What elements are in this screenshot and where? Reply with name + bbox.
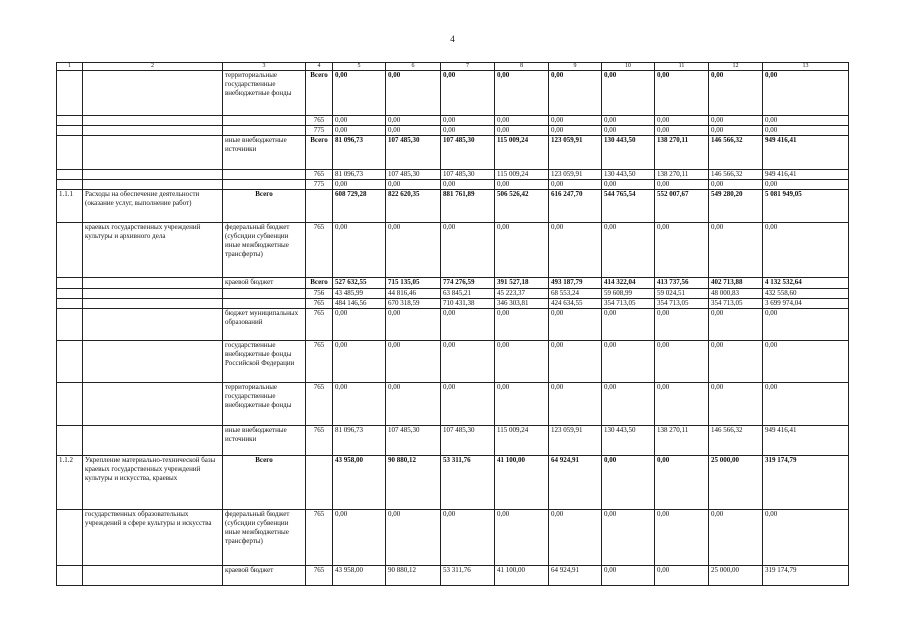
- table-cell: 0,00: [763, 341, 849, 383]
- table-cell: краевой бюджет: [223, 278, 306, 289]
- table-cell: 775: [306, 126, 333, 136]
- table-cell: 1.1.2: [57, 456, 83, 510]
- table-cell: 0,00: [549, 71, 602, 116]
- table-cell: 81 096,73: [333, 426, 386, 456]
- table-cell: [57, 566, 83, 586]
- table-cell: 710 431,38: [441, 299, 495, 309]
- table-cell: государственных образовательных учреждений в сфере культуры и искусства: [83, 510, 223, 566]
- table-cell: 484 146,56: [333, 299, 386, 309]
- table-cell: 0,00: [763, 383, 849, 426]
- table-cell: 0,00: [709, 383, 763, 426]
- table-cell: Всего: [306, 278, 333, 289]
- table-cell: 25 000,00: [709, 456, 763, 510]
- table-cell: 0,00: [602, 341, 655, 383]
- table-cell: 0,00: [549, 180, 602, 190]
- table-cell: [83, 566, 223, 586]
- column-number-row: [57, 63, 849, 71]
- table-cell: 25 000,00: [709, 566, 763, 586]
- column-number: 6: [386, 63, 441, 71]
- table-cell: 53 311,76: [441, 456, 495, 510]
- table-cell: 0,00: [549, 223, 602, 278]
- table-cell: 0,00: [441, 341, 495, 383]
- table-cell: 0,00: [763, 116, 849, 126]
- table-cell: 0,00: [495, 126, 549, 136]
- table-cell: 0,00: [386, 510, 441, 566]
- table-cell: 0,00: [441, 383, 495, 426]
- table-cell: 115 009,24: [495, 170, 549, 180]
- table-cell: Всего: [306, 71, 333, 116]
- table-cell: 107 485,30: [386, 426, 441, 456]
- table-cell: 138 270,11: [655, 426, 709, 456]
- table-cell: 0,00: [549, 309, 602, 341]
- table-cell: 81 096,73: [333, 170, 386, 180]
- column-number: 5: [333, 63, 386, 71]
- table-cell: 0,00: [602, 309, 655, 341]
- table-cell: 0,00: [386, 126, 441, 136]
- column-number: 8: [495, 63, 549, 71]
- table-cell: 123 059,91: [549, 426, 602, 456]
- table-cell: 949 416,41: [763, 136, 849, 170]
- table-row: [57, 289, 849, 299]
- table-cell: федеральный бюджет (субсидии субвенции иные межбюджетные трансферты): [223, 510, 306, 566]
- table-cell: [306, 456, 333, 510]
- table-cell: 0,00: [763, 71, 849, 116]
- table-cell: 130 443,50: [602, 170, 655, 180]
- table-cell: [223, 170, 306, 180]
- table-cell: 43 958,00: [333, 456, 386, 510]
- table-cell: [83, 116, 223, 126]
- table-cell: 0,00: [386, 341, 441, 383]
- table-cell: 0,00: [602, 71, 655, 116]
- table-cell: 0,00: [495, 309, 549, 341]
- table-row: [57, 426, 849, 456]
- table-cell: 432 558,60: [763, 289, 849, 299]
- table-cell: Всего: [306, 136, 333, 170]
- table-cell: 0,00: [333, 383, 386, 426]
- table-cell: 0,00: [386, 71, 441, 116]
- table-cell: 48 000,83: [709, 289, 763, 299]
- table-cell: 0,00: [655, 566, 709, 586]
- table-cell: 0,00: [602, 223, 655, 278]
- table-cell: государственные внебюджетные фонды Российской Федерации: [223, 341, 306, 383]
- table-cell: 43 485,99: [333, 289, 386, 299]
- table-cell: краевой бюджет: [223, 566, 306, 586]
- table-cell: 346 303,81: [495, 299, 549, 309]
- table-cell: [223, 116, 306, 126]
- table-cell: [57, 309, 83, 341]
- table-cell: 0,00: [441, 309, 495, 341]
- table-cell: 0,00: [333, 71, 386, 116]
- table-cell: 0,00: [333, 180, 386, 190]
- table-cell: [83, 71, 223, 116]
- table-cell: 1.1.1: [57, 190, 83, 223]
- table-row: [57, 341, 849, 383]
- table-cell: 0,00: [763, 510, 849, 566]
- table-row: [57, 278, 849, 289]
- table-cell: территориальные государственные внебюджетные фонды: [223, 383, 306, 426]
- table-cell: [223, 126, 306, 136]
- table-cell: 354 713,05: [709, 299, 763, 309]
- table-cell: 138 270,11: [655, 170, 709, 180]
- table-cell: 43 958,00: [333, 566, 386, 586]
- table-cell: 0,00: [655, 309, 709, 341]
- table-cell: 0,00: [602, 126, 655, 136]
- table-cell: 0,00: [333, 126, 386, 136]
- table-cell: 0,00: [602, 566, 655, 586]
- table-row: [57, 223, 849, 278]
- table-cell: иные внебюджетные источники: [223, 426, 306, 456]
- table-cell: 107 485,30: [386, 136, 441, 170]
- table-cell: 0,00: [441, 71, 495, 116]
- table-cell: 130 443,50: [602, 136, 655, 170]
- table-cell: 3 699 974,04: [763, 299, 849, 309]
- table-cell: 765: [306, 510, 333, 566]
- table-cell: краевых государственных учреждений культуры и архивного дела: [83, 223, 223, 278]
- table-row: [57, 510, 849, 566]
- table-row: [57, 299, 849, 309]
- table-cell: 0,00: [333, 341, 386, 383]
- table-cell: 0,00: [709, 126, 763, 136]
- table-cell: [223, 289, 306, 299]
- table-cell: 0,00: [655, 341, 709, 383]
- table-row: [57, 136, 849, 170]
- column-number: 10: [602, 63, 655, 71]
- column-number: 1: [57, 63, 83, 71]
- table-cell: 0,00: [655, 456, 709, 510]
- table-cell: 0,00: [333, 223, 386, 278]
- table-cell: Укрепление материально-технической базы краевых государственных учреждений культуры и искусства, краевых: [83, 456, 223, 510]
- table-cell: Всего: [223, 456, 306, 510]
- table-cell: 0,00: [655, 223, 709, 278]
- table-row: [57, 71, 849, 116]
- table-row: [57, 566, 849, 586]
- table-row: [57, 126, 849, 136]
- table-cell: 90 880,12: [386, 566, 441, 586]
- table-cell: 881 761,89: [441, 190, 495, 223]
- table-cell: 424 634,55: [549, 299, 602, 309]
- table-cell: иные внебюджетные источники: [223, 136, 306, 170]
- table-row: [57, 116, 849, 126]
- table-cell: 107 485,30: [441, 426, 495, 456]
- table-cell: 0,00: [441, 510, 495, 566]
- column-number: 7: [441, 63, 495, 71]
- table-cell: 0,00: [655, 180, 709, 190]
- table-cell: 0,00: [709, 510, 763, 566]
- table-cell: 115 009,24: [495, 426, 549, 456]
- table-cell: [57, 341, 83, 383]
- table-cell: 0,00: [386, 383, 441, 426]
- table-cell: 527 632,55: [333, 278, 386, 289]
- table-cell: 64 924,91: [549, 566, 602, 586]
- table-cell: 765: [306, 299, 333, 309]
- table-cell: 0,00: [709, 116, 763, 126]
- table-cell: 0,00: [549, 341, 602, 383]
- column-number: 4: [306, 63, 333, 71]
- table-cell: 107 485,30: [441, 170, 495, 180]
- table-cell: 414 322,04: [602, 278, 655, 289]
- table-cell: 765: [306, 170, 333, 180]
- table-cell: 765: [306, 341, 333, 383]
- table-cell: [83, 299, 223, 309]
- table-cell: 0,00: [333, 309, 386, 341]
- table-cell: 45 223,37: [495, 289, 549, 299]
- table-cell: территориальные государственные внебюджетные фонды: [223, 71, 306, 116]
- table-cell: [57, 278, 83, 289]
- table-cell: 123 059,91: [549, 170, 602, 180]
- table-cell: 319 174,79: [763, 456, 849, 510]
- table-cell: 0,00: [495, 116, 549, 126]
- table-cell: Всего: [223, 190, 306, 223]
- table-cell: 4 132 532,64: [763, 278, 849, 289]
- table-cell: [57, 289, 83, 299]
- table-cell: 0,00: [763, 309, 849, 341]
- table-cell: 0,00: [763, 180, 849, 190]
- table-cell: [223, 299, 306, 309]
- table-cell: 0,00: [709, 71, 763, 116]
- table-cell: 44 816,46: [386, 289, 441, 299]
- table-cell: 0,00: [763, 126, 849, 136]
- table-cell: 616 247,70: [549, 190, 602, 223]
- table-cell: 0,00: [386, 116, 441, 126]
- table-cell: 354 713,05: [602, 299, 655, 309]
- table-cell: 0,00: [709, 180, 763, 190]
- table-cell: 0,00: [602, 510, 655, 566]
- table-cell: 63 845,21: [441, 289, 495, 299]
- table-cell: 68 553,24: [549, 289, 602, 299]
- table-cell: 0,00: [709, 309, 763, 341]
- table-cell: Расходы на обеспечение деятельности (оказание услуг, выполнение работ): [83, 190, 223, 223]
- column-number: 2: [83, 63, 223, 71]
- table-cell: 0,00: [655, 126, 709, 136]
- table-cell: 59 024,51: [655, 289, 709, 299]
- table-cell: 0,00: [655, 71, 709, 116]
- table-cell: 0,00: [655, 510, 709, 566]
- table-cell: [83, 170, 223, 180]
- table-cell: 949 416,41: [763, 426, 849, 456]
- table-cell: 0,00: [709, 341, 763, 383]
- table-cell: 81 096,73: [333, 136, 386, 170]
- table-cell: 41 100,00: [495, 456, 549, 510]
- table-cell: 0,00: [386, 309, 441, 341]
- table-cell: [83, 309, 223, 341]
- table-cell: [306, 190, 333, 223]
- table-cell: [83, 278, 223, 289]
- column-number: 3: [223, 63, 306, 71]
- table-cell: 544 765,54: [602, 190, 655, 223]
- table-cell: 130 443,50: [602, 426, 655, 456]
- table-cell: 64 924,91: [549, 456, 602, 510]
- table-cell: 319 174,79: [763, 566, 849, 586]
- table-cell: [83, 136, 223, 170]
- table-cell: 0,00: [495, 180, 549, 190]
- table-cell: 0,00: [709, 223, 763, 278]
- table-cell: 0,00: [441, 180, 495, 190]
- table-cell: 765: [306, 566, 333, 586]
- table-cell: 41 100,00: [495, 566, 549, 586]
- table-cell: [83, 126, 223, 136]
- table-cell: 715 135,05: [386, 278, 441, 289]
- table-cell: [57, 223, 83, 278]
- table-row: [57, 190, 849, 223]
- table-cell: 0,00: [549, 126, 602, 136]
- column-number: 11: [655, 63, 709, 71]
- table-cell: [83, 341, 223, 383]
- table-cell: 0,00: [441, 116, 495, 126]
- table-cell: 0,00: [333, 116, 386, 126]
- table-cell: [57, 383, 83, 426]
- table-cell: 756: [306, 289, 333, 299]
- table-cell: 765: [306, 426, 333, 456]
- table-row: [57, 383, 849, 426]
- table-cell: 354 713,05: [655, 299, 709, 309]
- table-cell: 552 007,67: [655, 190, 709, 223]
- table-cell: [83, 180, 223, 190]
- table-row: [57, 309, 849, 341]
- table-row: [57, 456, 849, 510]
- table-cell: 0,00: [549, 510, 602, 566]
- table-cell: 765: [306, 383, 333, 426]
- table-cell: [57, 426, 83, 456]
- table-cell: [57, 116, 83, 126]
- table-cell: 949 416,41: [763, 170, 849, 180]
- table-cell: 549 280,20: [709, 190, 763, 223]
- table-cell: [83, 383, 223, 426]
- table-cell: 0,00: [495, 383, 549, 426]
- table-cell: 53 311,76: [441, 566, 495, 586]
- table-cell: [83, 426, 223, 456]
- table-cell: 0,00: [549, 383, 602, 426]
- table-cell: бюджет муниципальных образований: [223, 309, 306, 341]
- table-cell: 493 187,79: [549, 278, 602, 289]
- column-number: 9: [549, 63, 602, 71]
- table-cell: 115 009,24: [495, 136, 549, 170]
- table-cell: 138 270,11: [655, 136, 709, 170]
- table-cell: 0,00: [386, 223, 441, 278]
- table-cell: 0,00: [495, 510, 549, 566]
- table-cell: [57, 180, 83, 190]
- table-cell: 146 566,32: [709, 426, 763, 456]
- table-cell: 107 485,30: [441, 136, 495, 170]
- table-cell: 0,00: [495, 341, 549, 383]
- table-cell: 765: [306, 309, 333, 341]
- table-cell: 0,00: [441, 223, 495, 278]
- table-row: [57, 170, 849, 180]
- table-cell: [57, 299, 83, 309]
- table-row: [57, 180, 849, 190]
- page-number: 4: [450, 34, 455, 44]
- table-cell: 0,00: [655, 383, 709, 426]
- table-cell: 0,00: [763, 223, 849, 278]
- table-cell: 413 737,56: [655, 278, 709, 289]
- column-number: 12: [709, 63, 763, 71]
- table-cell: 0,00: [495, 71, 549, 116]
- table-cell: 391 527,18: [495, 278, 549, 289]
- table-cell: [57, 510, 83, 566]
- table-cell: 0,00: [655, 116, 709, 126]
- table-cell: [57, 71, 83, 116]
- table-cell: 765: [306, 223, 333, 278]
- table-cell: 123 059,91: [549, 136, 602, 170]
- table-cell: 0,00: [602, 116, 655, 126]
- table-cell: 0,00: [333, 510, 386, 566]
- table-cell: 0,00: [602, 383, 655, 426]
- table-cell: [83, 289, 223, 299]
- table-cell: 0,00: [602, 456, 655, 510]
- table-cell: [57, 170, 83, 180]
- table-cell: 765: [306, 116, 333, 126]
- table-cell: [57, 136, 83, 170]
- table-cell: 0,00: [602, 180, 655, 190]
- table-cell: 775: [306, 180, 333, 190]
- table-cell: 670 318,59: [386, 299, 441, 309]
- table-cell: 0,00: [441, 126, 495, 136]
- table-cell: 5 081 949,05: [763, 190, 849, 223]
- table-cell: 146 566,32: [709, 136, 763, 170]
- table-cell: 90 880,12: [386, 456, 441, 510]
- table-cell: 774 276,59: [441, 278, 495, 289]
- table-cell: 146 566,32: [709, 170, 763, 180]
- table-cell: 0,00: [386, 180, 441, 190]
- table-cell: [57, 126, 83, 136]
- table-cell: [223, 180, 306, 190]
- table-cell: 59 608,99: [602, 289, 655, 299]
- table-cell: 822 620,35: [386, 190, 441, 223]
- table-cell: 402 713,88: [709, 278, 763, 289]
- table-cell: федеральный бюджет (субсидии субвенции иные межбюджетные трансферты): [223, 223, 306, 278]
- table-cell: 0,00: [549, 116, 602, 126]
- table-cell: 107 485,30: [386, 170, 441, 180]
- table-cell: 0,00: [495, 223, 549, 278]
- table-cell: 608 729,28: [333, 190, 386, 223]
- table-cell: 506 526,42: [495, 190, 549, 223]
- budget-table: [56, 62, 849, 586]
- column-number: 13: [763, 63, 849, 71]
